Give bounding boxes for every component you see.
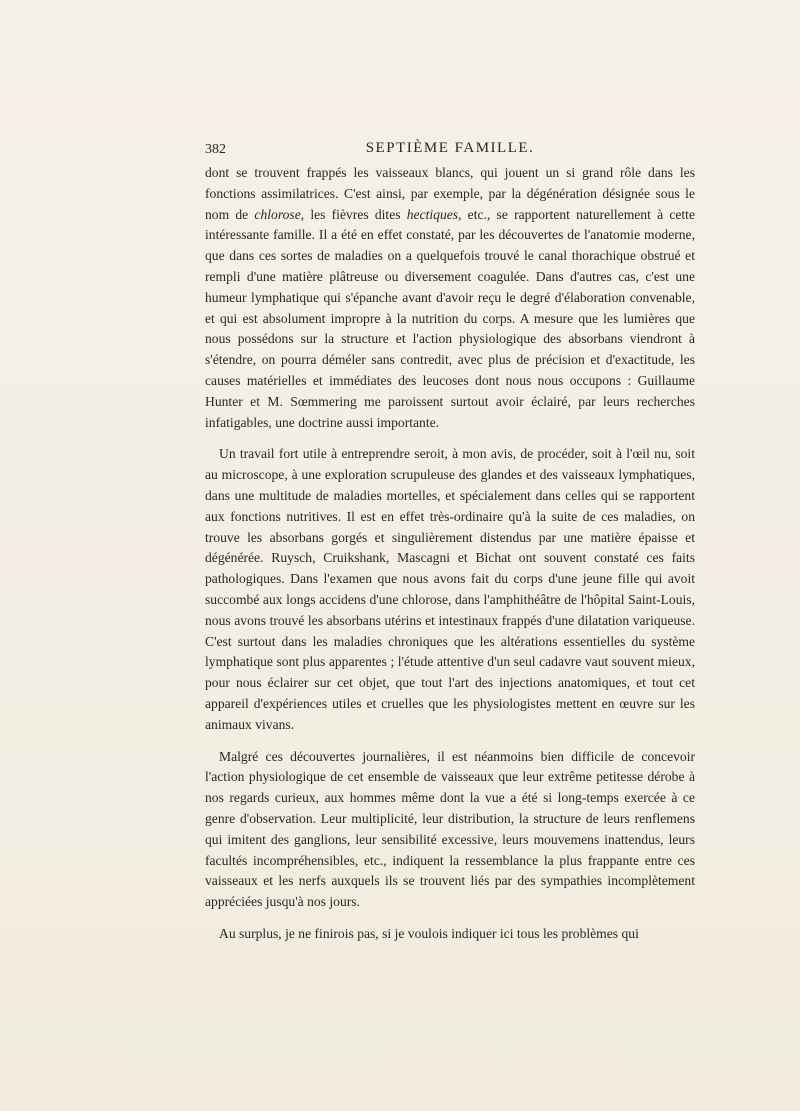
text-segment: Malgré ces découvertes journalières, il est néanmoins bien difficile de concevoir l'action physiologique de cet ensemble de vaisseaux que leur extrême petitesse dérobe à nos regards curieux, aux hommes même dont la vue a été si long-temps exercée à ce genre d'observation. Leur multiplicité, leur distribution, la structure de leurs renflemens qui imitent des ganglions, leur sensibilité excessive, leurs mouvemens inattendus, leurs facultés incompréhensibles, etc., indiquent la ressemblance la plus frappante entre ces vaisseaux et les nerfs auxquels ils se trouvent liés par des sympathies incomplètement appréciées jusqu'à nos jours. [205, 748, 695, 910]
text-segment: Au surplus, je ne finirois pas, si je voulois indiquer ici tous les problèmes qui [219, 925, 639, 941]
body-text [205, 163, 695, 956]
running-head: SEPTIÈME FAMILLE. [365, 140, 535, 156]
text-segment: , etc., se rapportent naturellement à cette intéressante famille. Il a été en effet constaté, par les découvertes de l'anatomie moderne, que dans ces sortes de maladies on a quelquefois trouvé le canal thorachique obstrué et rempli d'une matière plâtreuse ou diversement coagulée. Dans d'autres cas, c'est une humeur lymphatique qui s'épanche avant d'avoir reçu le degré d'élaboration convenable, et qui est absolument impropre à la nutrition du corps. A mesure que les lumières que nous possédons sur la structure et l'action physiologique des absorbans viendront à s'étendre, on pourra déméler sans contredit, avec plus de précision et d'exactitude, les causes matérielles et immédiates des leucoses dont nous nous occupons : Guillaume Hunter et M. Sœmmering me paroissent surtout avoir éclairé, par leurs recherches infatigables, une doctrine aussi importante. [205, 206, 695, 430]
paragraph [205, 444, 695, 735]
page-number: 382 [205, 142, 226, 157]
italic-term: chlorose [254, 206, 301, 222]
paragraph [205, 747, 695, 913]
italic-term: hectiques [406, 206, 459, 222]
page-header [205, 140, 695, 162]
text-segment: dont se trouvent frappés les vaisseaux blancs, qui jouent un si grand rôle dans les fonctions assimilatrices. C'est ainsi, par exemple, par la dégénération désignée sous le nom de [205, 165, 695, 222]
paragraph [205, 924, 695, 945]
text-segment: Un travail fort utile à entreprendre seroit, à mon avis, de procéder, soit à l'œil nu, soit au microscope, à une exploration scrupuleuse des glandes et des vaisseaux lymphatiques, dans une multitude de maladies mortelles, et spécialement dans celles qui se rapportent aux fonctions nutritives. Il est en effet très-ordinaire qu'à la suite de ces maladies, on trouve les absorbans gorgés et singulièrement distendus par une matière épaisse et dégénérée. Ruysch, Cruikshank, Mascagni et Bichat ont souvent constaté ces faits pathologiques. Dans l'examen que nous avons fait du corps d'une jeune fille qui avoit succombé aux longs accidens d'une chlorose, dans l'amphithéâtre de l'hôpital Saint-Louis, nous avons trouvé les absorbans utérins et intestinaux frappés d'une dilatation variqueuse. C'est surtout dans les maladies chroniques que les altérations essentielles du système lymphatique sont plus apparentes ; l'étude attentive d'un seul cadavre vaut souvent mieux, pour nous éclairer sur cet objet, que tout l'art des injections anatomiques, et tout cet appareil d'expériences utiles et cruelles que les physiologistes mettent en œuvre sur les animaux vivans. [205, 446, 695, 732]
paragraph [205, 163, 695, 433]
text-segment: , les fièvres dites [300, 206, 407, 222]
